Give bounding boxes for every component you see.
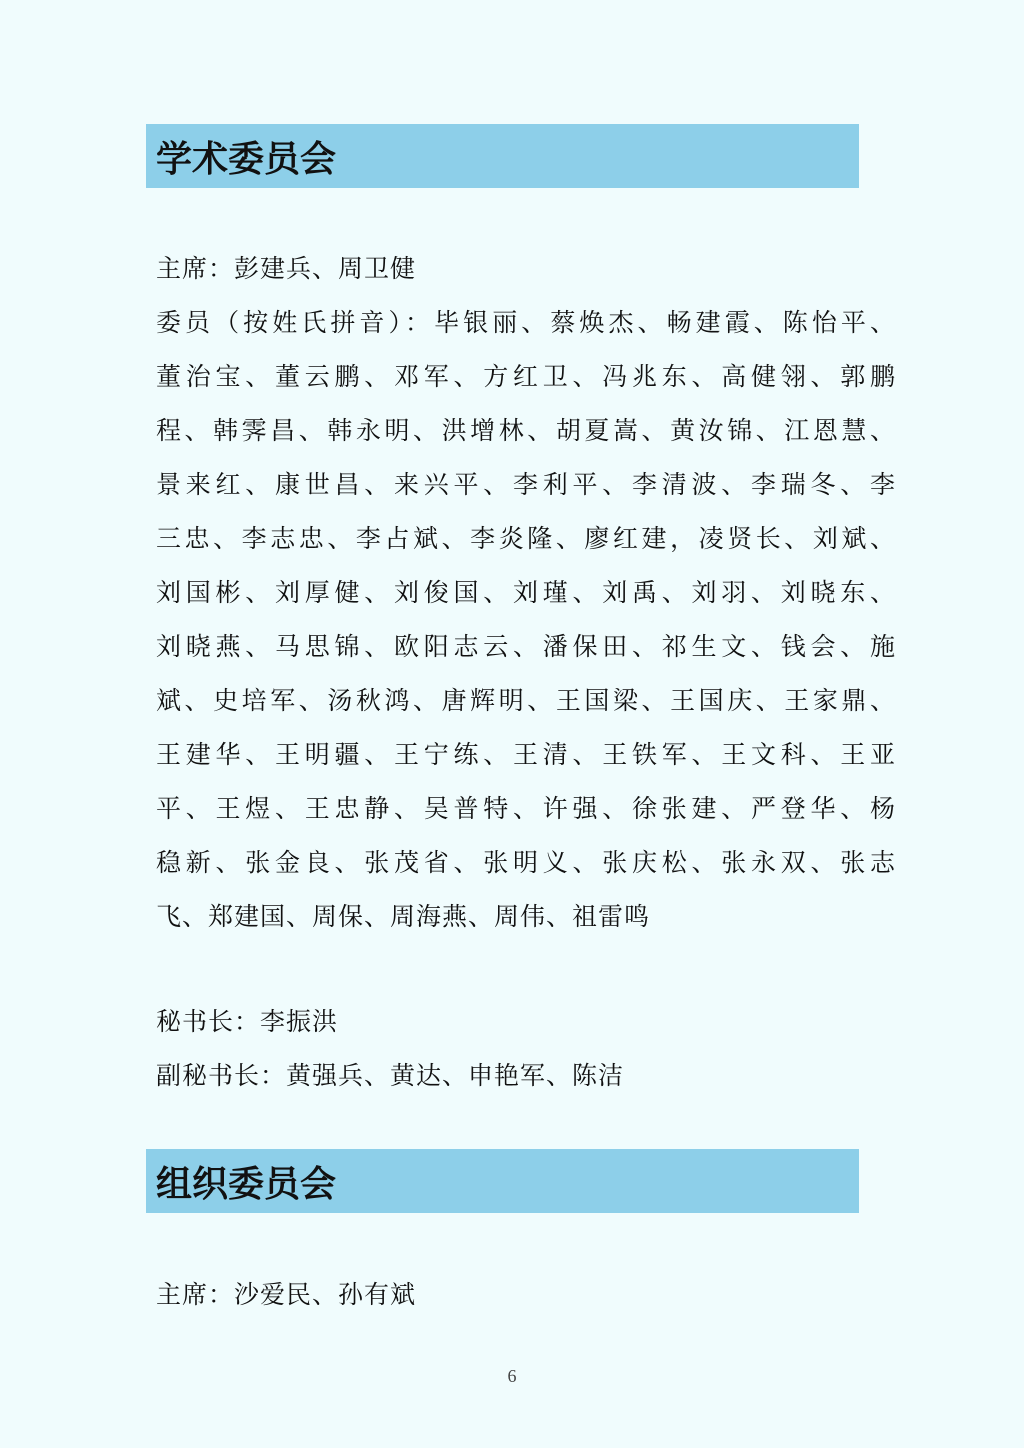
academic-member-line: 平、王煜、王忠静、吴普特、许强、徐张建、严登华、杨 xyxy=(156,794,896,823)
academic-member-line: 程、韩霁昌、韩永明、洪增林、胡夏嵩、黄汝锦、江恩慧、 xyxy=(156,416,896,445)
page-number: 6 xyxy=(507,1366,517,1386)
academic-member-line: 刘国彬、刘厚健、刘俊国、刘瑾、刘禹、刘羽、刘晓东、 xyxy=(156,578,896,607)
academic-member-line: 三忠、李志忠、李占斌、李炎隆、廖红建，凌贤长、刘斌、 xyxy=(156,524,896,553)
academic-committee-title: 学术委员会 xyxy=(156,138,337,180)
academic-member-line: 斌、史培军、汤秋鸿、唐辉明、王国梁、王国庆、王家鼎、 xyxy=(156,686,896,715)
organizing-committee-title: 组织委员会 xyxy=(156,1163,337,1205)
organizing-committee-header xyxy=(146,1149,859,1213)
academic-member-line: 委员（按姓氏拼音）：毕银丽、蔡焕杰、畅建霞、陈怡平、 xyxy=(156,308,896,337)
organizing-chair-line: 主席：沙爱民、孙有斌 xyxy=(156,1280,417,1309)
academic-member-line: 刘晓燕、马思锦、欧阳志云、潘保田、祁生文、钱会、施 xyxy=(156,632,896,661)
academic-deputy-secretary-general-line: 副秘书长：黄强兵、黄达、申艳军、陈洁 xyxy=(156,1061,625,1090)
academic-member-line: 董治宝、董云鹏、邓军、方红卫、冯兆东、高健翎、郭鹏 xyxy=(156,362,896,391)
academic-secretary-general-line: 秘书长：李振洪 xyxy=(156,1007,339,1036)
academic-member-line: 稳新、张金良、张茂省、张明义、张庆松、张永双、张志 xyxy=(156,848,896,877)
academic-member-line: 王建华、王明疆、王宁练、王清、王铁军、王文科、王亚 xyxy=(156,740,896,769)
academic-chair-line: 主席：彭建兵、周卫健 xyxy=(156,254,417,283)
academic-member-line: 飞、郑建国、周保、周海燕、周伟、祖雷鸣 xyxy=(156,902,651,931)
academic-committee-header xyxy=(146,124,859,188)
academic-member-line: 景来红、康世昌、来兴平、李利平、李清波、李瑞冬、李 xyxy=(156,470,896,499)
